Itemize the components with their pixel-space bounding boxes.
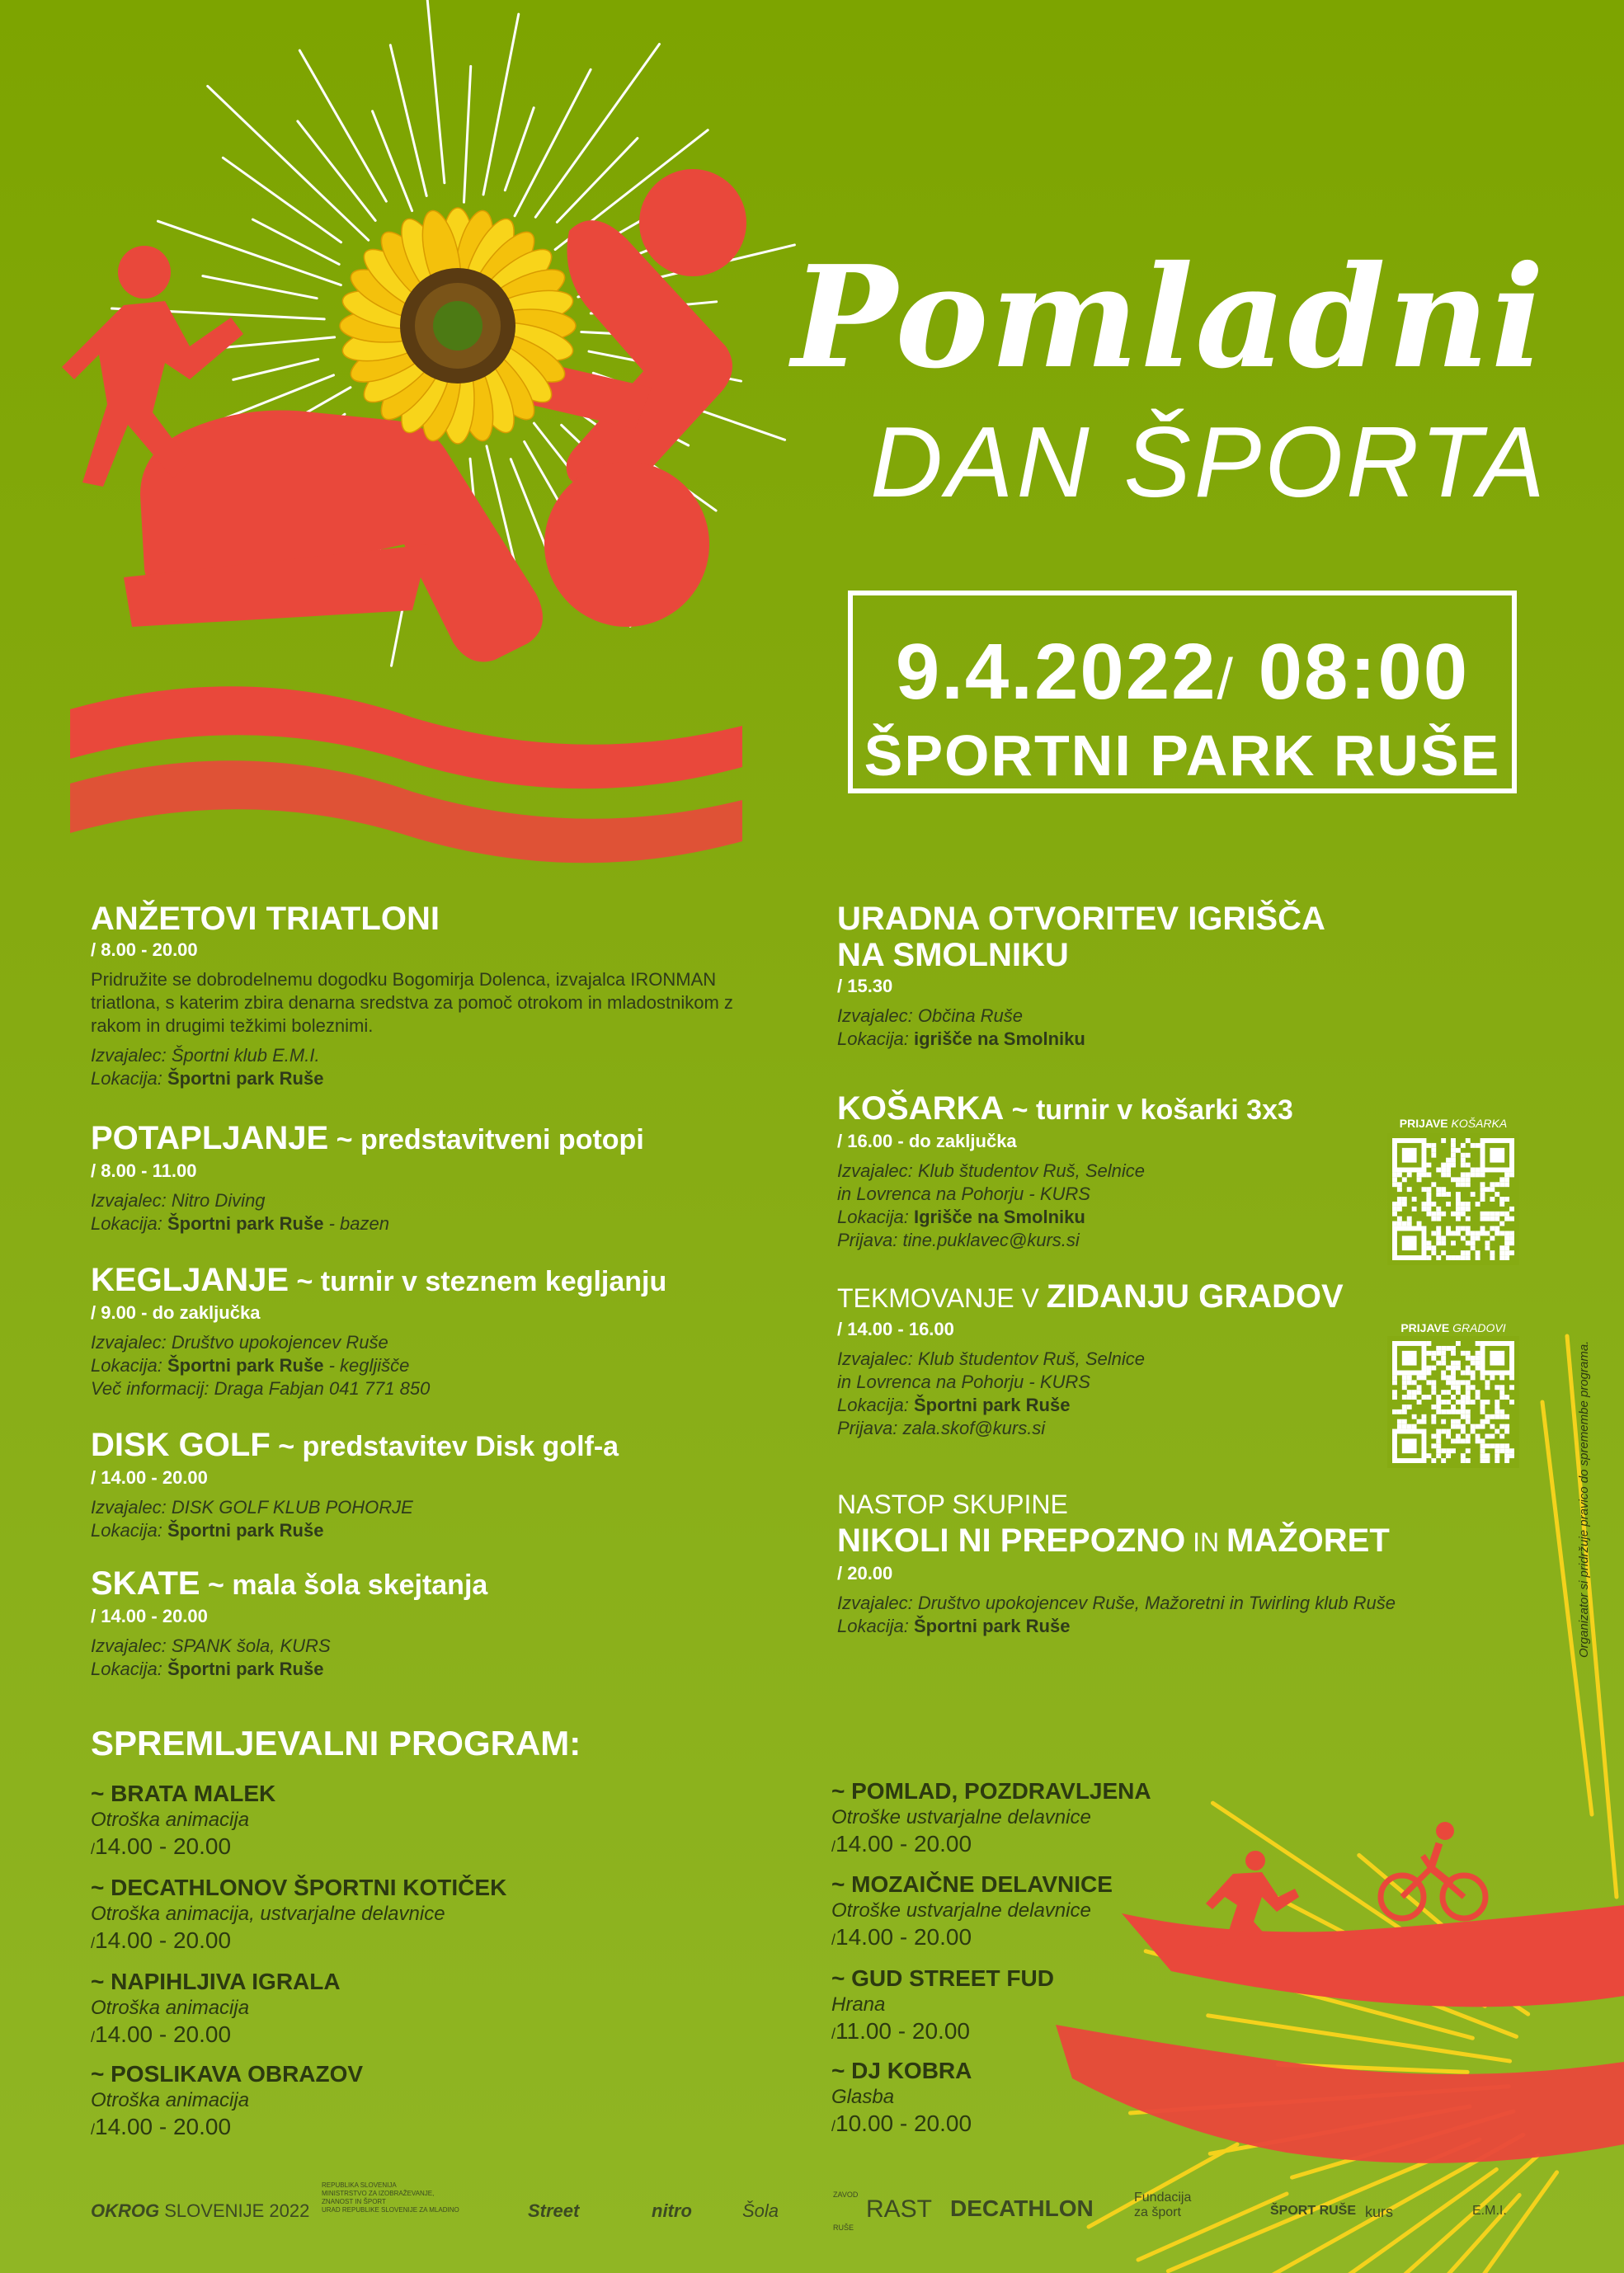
event-title: POTAPLJANJE ~ predstavitveni potopi bbox=[91, 1120, 644, 1156]
logo-nitro-diving: nitro bbox=[652, 2200, 692, 2221]
event-place: ŠPORTNI PARK RUŠE bbox=[864, 723, 1501, 788]
qr-code-gradovi bbox=[1387, 1336, 1519, 1468]
logo-okrog: OKROG SLOVENIJE 2022 bbox=[91, 2200, 310, 2221]
event-title: KEGLJANJE ~ turnir v steznem kegljanju bbox=[91, 1262, 667, 1298]
event-location: Lokacija: Športni park Ruše bbox=[837, 1395, 1071, 1415]
event-organizer: Izvajalec: SPANK šola, KURS bbox=[91, 1635, 331, 1656]
event-disk-golf bbox=[91, 1427, 619, 1542]
logo-zavod-label: ZAVOD bbox=[833, 2191, 859, 2199]
event-location: Lokacija: Športni park Ruše - bazen bbox=[91, 1213, 389, 1234]
event-time: / 15.30 bbox=[837, 976, 893, 996]
event-time: / 9.00 - do zaključka bbox=[91, 1302, 261, 1323]
disclaimer: Organizator si pridržuje pravico do spremembe programa. bbox=[1577, 1340, 1591, 1658]
event-title: KOŠARKA ~ turnir v košarki 3x3 bbox=[837, 1090, 1293, 1127]
event-title: SKATE ~ mala šola skejtanja bbox=[91, 1565, 488, 1602]
event-title: DISK GOLF ~ predstavitev Disk golf-a bbox=[91, 1427, 619, 1463]
event-zidanje-gradov bbox=[837, 1278, 1344, 1440]
title-dan-sporta: DAN ŠPORTA bbox=[870, 406, 1548, 518]
event-location: Lokacija: Športni park Ruše bbox=[91, 1659, 324, 1679]
event-time: / 8.00 - 20.00 bbox=[91, 939, 198, 960]
event-kegljanje bbox=[91, 1262, 666, 1400]
event-time: / 14.00 - 20.00 bbox=[91, 1606, 208, 1626]
event-location: Lokacija: Igrišče na Smolniku bbox=[837, 1207, 1085, 1227]
cyclist-icon bbox=[1381, 1822, 1485, 1918]
event-organizer: Izvajalec: Športni klub E.M.I. bbox=[91, 1045, 320, 1066]
qr-code-kosarka bbox=[1387, 1133, 1519, 1265]
event-skate bbox=[91, 1565, 487, 1681]
logo-sport-ruse: ŠPORT RUŠE bbox=[1270, 2204, 1357, 2218]
event-location: Lokacija: Športni park Ruše bbox=[837, 1616, 1071, 1636]
sunflower-icon bbox=[339, 207, 577, 445]
side-item: ~ MOZAIČNE DELAVNICE Otroške ustvarjalne delavnice /14.00 - 20.00 bbox=[831, 1871, 1113, 1950]
date-slash: / bbox=[1217, 647, 1235, 711]
logo-spank-sola: Šola bbox=[742, 2200, 779, 2221]
event-title: NIKOLI NI PREPOZNO IN MAŽORET bbox=[837, 1522, 1390, 1559]
event-organizer: Izvajalec: Občina Ruše bbox=[837, 1005, 1024, 1026]
event-kosarka bbox=[837, 1090, 1293, 1252]
event-anzetovi-triatloni bbox=[91, 901, 751, 1090]
logo-fundacija: Fundacija za šport bbox=[1134, 2191, 1192, 2219]
side-item: ~ BRATA MALEK Otroška animacija /14.00 - 20.00 bbox=[91, 1781, 276, 1859]
logo-ministry: REPUBLIKA SLOVENIJA MINISTRSTVO ZA IZOBRAŽEVANJE, ZNANOST IN ŠPORT URAD REPUBLIKE SLOVENIJE ZA MLADINO bbox=[322, 2181, 459, 2214]
event-pre-title: NASTOP SKUPINE bbox=[837, 1489, 1068, 1519]
logo-ruse-small: RUŠE bbox=[833, 2224, 854, 2232]
qr-label-kosarka: PRIJAVE KOŠARKA bbox=[1399, 1117, 1508, 1130]
side-item: ~ POSLIKAVA OBRAZOV Otroška animacija /14.00 - 20.00 bbox=[91, 2061, 364, 2139]
event-registration[interactable]: Prijava: zala.skof@kurs.si bbox=[837, 1418, 1046, 1438]
event-organizer-line2: in Lovrenca na Pohorju - KURS bbox=[837, 1184, 1090, 1204]
event-location: Lokacija: Športni park Ruše - kegljišče bbox=[91, 1355, 410, 1376]
date-box bbox=[848, 591, 1517, 793]
event-title: URADNA OTVORITEV IGRIŠČA bbox=[837, 901, 1325, 937]
side-program-heading: SPREMLJEVALNI PROGRAM: bbox=[91, 1724, 581, 1762]
event-description: Pridružite se dobrodelnemu dogodku Bogomirja Dolenca, izvajalca IRONMAN triatlona, s katerim zbira denarna sredstva za pomoč otrokom in mladostnikom z rakom in drugimi težkimi boleznimi. bbox=[91, 969, 733, 1036]
side-item: ~ DJ KOBRA Glasba /10.00 - 20.00 bbox=[831, 2058, 972, 2136]
event-title: TEKMOVANJE V ZIDANJU GRADOV bbox=[837, 1278, 1344, 1315]
event-organizer: Izvajalec: Nitro Diving bbox=[91, 1190, 266, 1211]
event-location: Lokacija: igrišče na Smolniku bbox=[837, 1028, 1085, 1049]
event-organizer: Izvajalec: Klub študentov Ruš, Selnice bbox=[837, 1160, 1146, 1181]
side-item: ~ GUD STREET FUD Hrana /11.00 - 20.00 bbox=[831, 1965, 1054, 2044]
event-location: Lokacija: Športni park Ruše bbox=[91, 1068, 324, 1089]
event-time: / 8.00 - 11.00 bbox=[91, 1160, 197, 1181]
event-organizer: Izvajalec: Društvo upokojencev Ruše, Mažoretni in Twirling klub Ruše bbox=[837, 1593, 1396, 1613]
event-organizer: Izvajalec: DISK GOLF KLUB POHORJE bbox=[91, 1497, 413, 1518]
event-time: / 16.00 - do zaključka bbox=[837, 1131, 1017, 1151]
event-otvoritev-igrisca bbox=[837, 901, 1325, 1051]
logo-rast: RAST bbox=[866, 2195, 933, 2223]
event-date: 9.4.2022 bbox=[895, 628, 1217, 716]
date-line bbox=[853, 627, 1512, 718]
event-info: Več informacij: Draga Fabjan 041 771 850 bbox=[91, 1378, 431, 1399]
event-nastop-skupine bbox=[837, 1485, 1396, 1638]
logo-gud-street-fud: Street bbox=[528, 2200, 580, 2221]
logo-decathlon: DECATHLON bbox=[950, 2195, 1094, 2221]
logo-emi: E.M.I. bbox=[1472, 2204, 1507, 2218]
event-time: / 14.00 - 20.00 bbox=[91, 1467, 208, 1488]
event-title-line2: NA SMOLNIKU bbox=[837, 937, 1069, 973]
event-potapljanje bbox=[91, 1120, 644, 1235]
event-time: / 14.00 - 16.00 bbox=[837, 1319, 954, 1339]
event-organizer-line2: in Lovrenca na Pohorju - KURS bbox=[837, 1372, 1090, 1392]
event-organizer: Izvajalec: Društvo upokojencev Ruše bbox=[91, 1332, 388, 1353]
side-item: ~ DECATHLONOV ŠPORTNI KOTIČEK Otroška animacija, ustvarjalne delavnice /14.00 - 20.00 bbox=[91, 1875, 507, 1953]
event-time: / 20.00 bbox=[837, 1563, 893, 1584]
side-item: ~ NAPIHLJIVA IGRALA Otroška animacija /14.00 - 20.00 bbox=[91, 1969, 341, 2047]
event-location: Lokacija: Športni park Ruše bbox=[91, 1520, 324, 1541]
event-organizer: Izvajalec: Klub študentov Ruš, Selnice bbox=[837, 1348, 1146, 1369]
title-pomladni: Pomladni bbox=[792, 235, 1546, 400]
qr-label-gradovi: PRIJAVE GRADOVI bbox=[1400, 1321, 1506, 1334]
logo-kurs: kurs bbox=[1365, 2204, 1394, 2220]
event-registration[interactable]: Prijava: tine.puklavec@kurs.si bbox=[837, 1230, 1080, 1250]
event-title: ANŽETOVI TRIATLONI bbox=[91, 901, 440, 937]
event-time: 08:00 bbox=[1258, 628, 1470, 716]
side-item: ~ POMLAD, POZDRAVLJENA Otroške ustvarjalne delavnice /14.00 - 20.00 bbox=[831, 1778, 1151, 1857]
